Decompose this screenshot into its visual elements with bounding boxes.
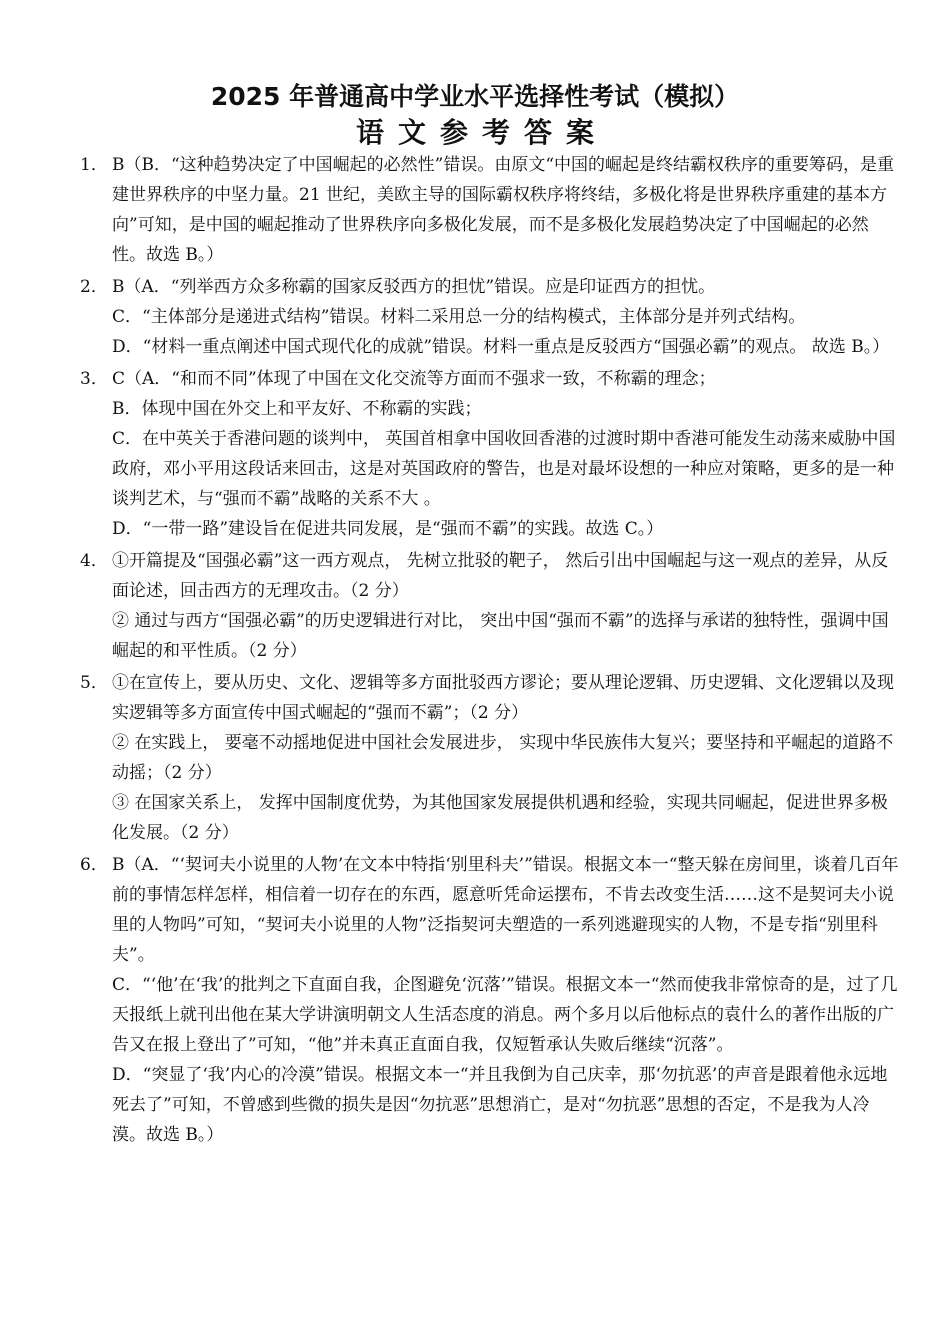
answer-text: B（A．“列举西方众多称霸的国家反驳西方的担忧”错误。应是印证西方的担忧。 [112,277,716,297]
answer-text: D．“材料一重点阐述中国式现代化的成就”错误。材料一重点是反驳西方“国强必霸”的观点。 故选 B。） [112,337,890,357]
answer-text: D．“突显了‘我’内心的冷漠”错误。根据文本一“并且我倒为自己庆幸，那‘勿抗恶’的声音是跟着他永远地死去了”可知，不曾感到些微的损失是因“勿抗恶”思想消亡，是对“勿抗恶”思想的否定，不是我为人冷漠。故选 B。） [112,1065,888,1145]
exam-subtitle: 语文参考答案 [355,116,608,149]
answer-text: B（A．“‘契诃夫小说里的人物’在文本中特指‘别里科夫’”错误。根据文本一“整天躲在房间里，谈着几百年前的事情怎样怎样，相信着一切存在的东西，愿意听凭命运摆布，不肯去改变生活……这不是契诃夫小说里的人物吗”可知，“契诃夫小说里的人物”泛指契诃夫塑造的一系列逃避现实的人物，不是专指“别里科夫”。 [112,855,899,965]
exam-title: 2025 年普通高中学业水平选择性考试（模拟） [210,82,740,111]
answer-item-6 [80,850,900,1150]
answer-text: C．在中英关于香港问题的谈判中， 英国首相拿中国收回香港的过渡时期中香港可能发生动荡来威胁中国政府，邓小平用这段话来回击，这是对英国政府的警告，也是对最坏设想的一种应对策略，更多的是一种谈判艺术，与“强而不霸”战略的关系不大 。 [112,429,896,509]
answer-text: ② 通过与西方“国强必霸”的历史逻辑进行对比， 突出中国“强而不霸”的选择与承诺的独特性，强调中国崛起的和平性质。（2 分） [112,611,889,661]
answer-text: B（B．“这种趋势决定了中国崛起的必然性”错误。由原文“中国的崛起是终结霸权秩序的重要筹码，是重建世界秩序的中坚力量。21 世纪，美欧主导的国际霸权秩序将终结，多极化将是世界秩序重建的基本方向”可知，是中国的崛起推动了世界秩序向多极化发展，而不是多极化发展趋势决定了中国崛起的必然性。故选 B。） [112,155,895,265]
answer-number: 3． [80,369,108,389]
answer-text: C（A．“和而不同”体现了中国在文化交流等方面而不强求一致，不称霸的理念； [112,369,716,389]
answer-text: ② 在实践上， 要毫不动摇地促进中国社会发展进步， 实现中华民族伟大复兴；要坚持和平崛起的道路不动摇；（2 分） [112,733,894,783]
answer-text: C．“主体部分是递进式结构”错误。材料二采用总一分的结构模式，主体部分是并列式结构。 [112,307,806,327]
answer-text: C．“‘他’在‘我’的批判之下直面自我，企图避免‘沉落’”错误。根据文本一“然而使我非常惊奇的是，过了几天报纸上就刊出他在某大学讲演明朝文人生活态度的消息。两个多月以后他标点的袁什么的著作出版的广告又在报上登出了”可知，“他”并未真正直面自我，仅短暂承认失败后继续“沉落”。 [112,975,898,1055]
answer-number: 2． [80,277,108,297]
answer-item-2 [80,272,900,362]
answers-list [80,150,900,1152]
answer-item-1 [80,150,900,270]
answer-item-5 [80,668,900,848]
answer-number: 4． [80,551,108,571]
answer-text: ①在宣传上，要从历史、文化、逻辑等多方面批驳西方谬论；要从理论逻辑、历史逻辑、文化逻辑以及现实逻辑等多方面宣传中国式崛起的“强而不霸”；（2 分） [112,673,894,723]
answer-text: B．体现中国在外交上和平友好、不称霸的实践； [112,399,482,419]
title-block [0,80,950,152]
answer-text: ③ 在国家关系上， 发挥中国制度优势，为其他国家发展提供机遇和经验，实现共同崛起，促进世界多极化发展。（2 分） [112,793,888,843]
answer-number: 1． [80,155,108,175]
answer-item-4 [80,546,900,666]
answer-text: D．“一带一路”建设旨在促进共同发展，是“强而不霸”的实践。故选 C。） [112,519,664,539]
answer-number: 5． [80,673,108,693]
answer-text: ①开篇提及“国强必霸”这一西方观点， 先树立批驳的靶子， 然后引出中国崛起与这一观点的差异，从反面论述，回击西方的无理攻击。（2 分） [112,551,889,601]
answer-item-3 [80,364,900,544]
answer-number: 6． [80,855,108,875]
